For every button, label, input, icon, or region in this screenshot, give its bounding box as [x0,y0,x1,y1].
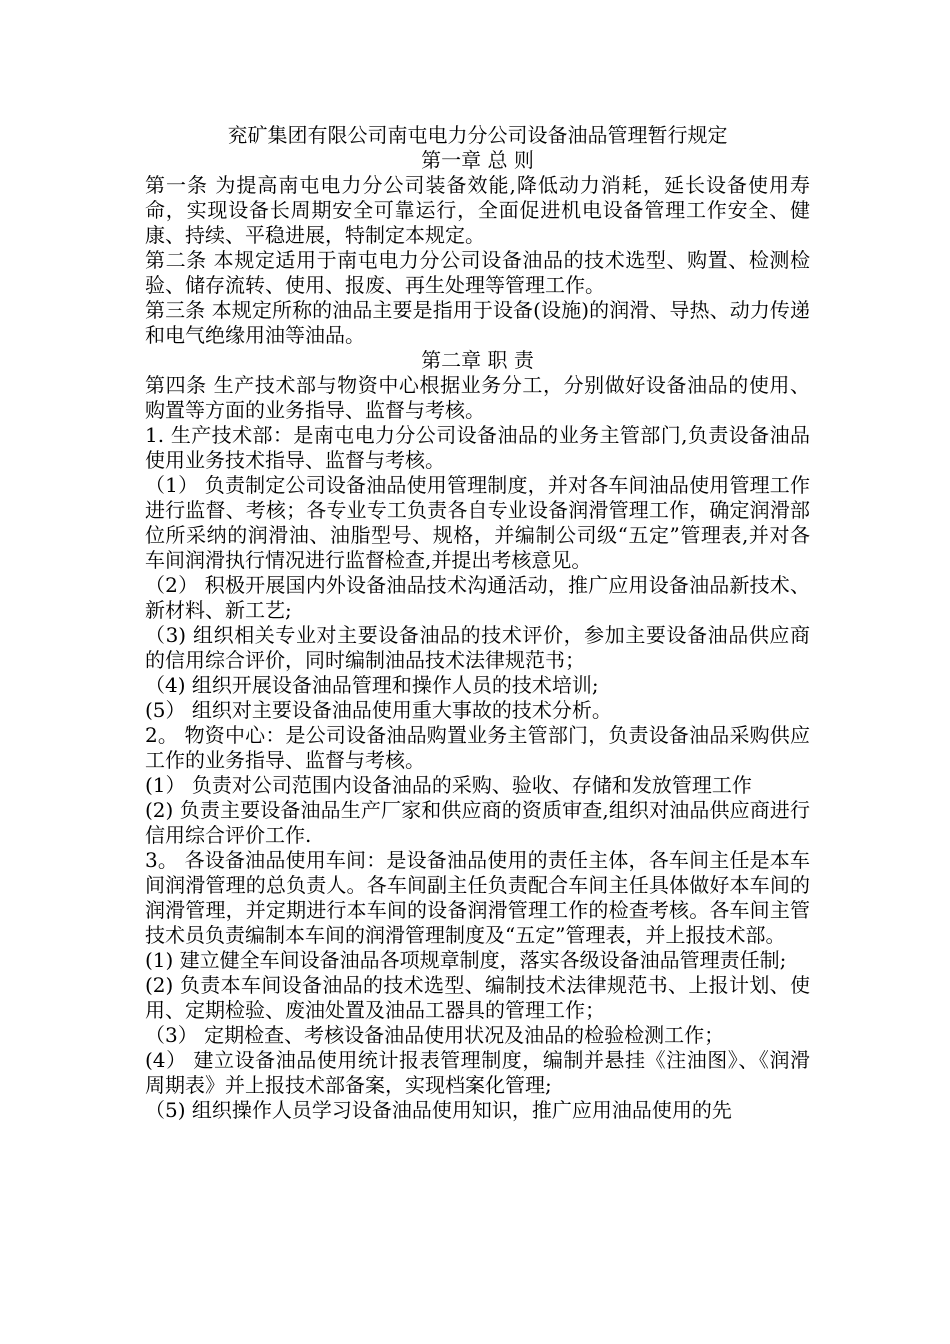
list-item: (1) 建立健全车间设备油品各项规章制度，落实各级设备油品管理责任制; [145,948,787,972]
list-item: （5) 组织操作人员学习设备油品使用知识，推广应用油品使用的先 [145,1098,732,1122]
list-item: (2) 负责本车间设备油品的技术选型、编制技术法律规范书、上报计划、使用、定期检验、废油处置及油品工器具的管理工作； [145,973,810,1022]
list-item: (4） 建立设备油品使用统计报表管理制度，编制并悬挂《注油图》、《润滑周期表》并上报技术部备案，实现档案化管理; [145,1048,810,1097]
chapter-2-heading: 第二章 职 责 [421,348,534,372]
document-body [145,123,810,1123]
article-1: 第一条 为提高南屯电力分公司装备效能,降低动力消耗，延长设备使用寿命，实现设备长周期安全可靠运行，全面促进机电设备管理工作安全、健康、持续、平稳进展，特制定本规定。 [145,173,810,247]
section-materials-center: 2。 物资中心：是公司设备油品购置业务主管部门，负责设备油品采购供应工作的业务指导、监督与考核。 [145,723,810,772]
list-item: （4) 组织开展设备油品管理和操作人员的技术培训; [145,673,599,697]
document-title: 兖矿集团有限公司南屯电力分公司设备油品管理暂行规定 [227,123,728,147]
section-workshops: 3。 各设备油品使用车间：是设备油品使用的责任主体，各车间主任是本车间润滑管理的总负责人。各车间副主任负责配合车间主任具体做好本车间的润滑管理，并定期进行本车间的设备润滑管理工作的检查考核。各车间主管技术员负责编制本车间的润滑管理制度及“五定”管理表，并上报技术部。 [145,848,810,947]
article-4: 第四条 生产技术部与物资中心根据业务分工，分别做好设备油品的使用、购置等方面的业务指导、监督与考核。 [145,373,810,422]
article-2: 第二条 本规定适用于南屯电力分公司设备油品的技术选型、购置、检测检验、储存流转、使用、报废、再生处理等管理工作。 [145,248,810,297]
list-item: （1） 负责制定公司设备油品使用管理制度，并对各车间油品使用管理工作进行监督、考核；各专业专工负责各自专业设备润滑管理工作，确定润滑部位所采纳的润滑油、油脂型号、规格，并编制公司级“五定”管理表,并对各车间润滑执行情况进行监督检查,并提出考核意见。 [145,473,810,572]
list-item: (2) 负责主要设备油品生产厂家和供应商的资质审查,组织对油品供应商进行信用综合评价工作. [145,798,810,847]
article-3: 第三条 本规定所称的油品主要是指用于设备(设施)的润滑、导热、动力传递和电气绝缘用油等油品。 [145,298,810,347]
chapter-1-heading: 第一章 总 则 [421,148,534,172]
list-item: （3) 组织相关专业对主要设备油品的技术评价，参加主要设备油品供应商的信用综合评价，同时编制油品技术法律规范书； [145,623,810,672]
section-production-tech-dept: 1. 生产技术部：是南屯电力分公司设备油品的业务主管部门,负责设备油品使用业务技术指导、监督与考核。 [145,423,810,472]
list-item: (1） 负责对公司范围内设备油品的采购、验收、存储和发放管理工作 [145,773,752,797]
list-item: （2） 积极开展国内外设备油品技术沟通活动，推广应用设备油品新技术、新材料、新工艺; [145,573,810,622]
list-item: （3） 定期检查、考核设备油品使用状况及油品的检验检测工作； [145,1023,725,1047]
list-item: (5） 组织对主要设备油品使用重大事故的技术分析。 [145,698,612,722]
